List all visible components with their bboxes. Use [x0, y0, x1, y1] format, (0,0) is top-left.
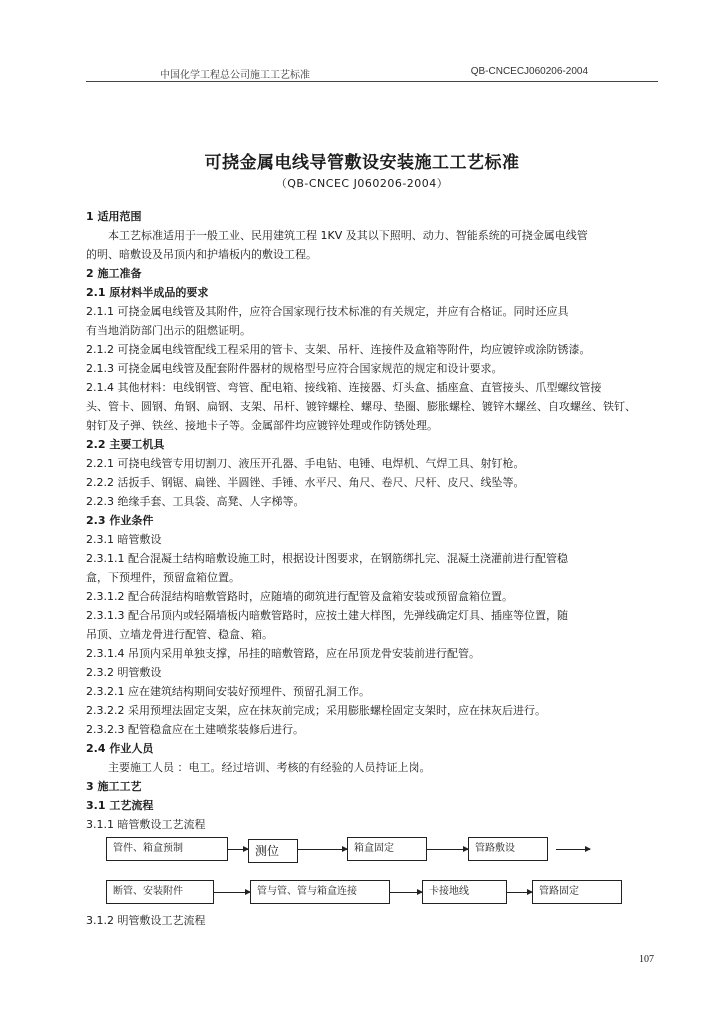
flow-arrow [556, 849, 590, 850]
section-heading: 2.1 原材料半成品的要求 [86, 286, 209, 299]
section-heading: 3 施工工艺 [86, 780, 142, 793]
body-line: 2.3.1.1 配合混凝土结构暗敷设施工时，根据设计图要求，在钢筋绑扎完、混凝土浇灌前进行配管稳 [86, 552, 568, 565]
header-org: 中国化学工程总公司施工工艺标准 [160, 70, 310, 81]
flow-arrow [427, 849, 468, 850]
body-line: 主要施工人员 ：电工。经过培训、考核的有经验的人员持证上岗。 [108, 761, 431, 774]
flow-step-fix-box: 箱盒固定 [347, 837, 427, 861]
body-line: 吊顶、立墙龙骨进行配管、稳盒、箱。 [86, 628, 273, 641]
body-line: 2.1.3 可挠金属电线管及配套附件器材的规格型号应符合国家规范的规定和设计要求。 [86, 362, 503, 375]
flow-step-lay-pipe: 管路敷设 [468, 837, 548, 861]
section-heading: 2.4 作业人员 [86, 742, 154, 755]
body-line: 本工艺标准适用于一般工业、民用建筑工程 1KV 及其以下照明、动力、智能系统的可挠金属电线管 [108, 229, 588, 242]
document-title: 可挠金属电线导管敷设安装施工工艺标准 [204, 153, 520, 173]
body-line: 2.1.4 其他材料：电线钢管、弯管、配电箱、接线箱、连接器、灯头盒、插座盒、直管接头、爪型螺纹管接 [86, 381, 602, 394]
body-line: 2.3.1.4 吊顶内采用单独支撑，吊挂的暗敷管路，应在吊顶龙骨安装前进行配管。 [86, 647, 480, 660]
body-line: 盒，下预埋件，预留盒箱位置。 [86, 571, 240, 584]
body-line: 有当地消防部门出示的阻燃证明。 [86, 324, 251, 337]
body-line: 3.1.1 暗管敷设工艺流程 [86, 818, 206, 831]
flow-row-1 [86, 837, 658, 877]
body-line: 2.2.1 可挠电线管专用切割刀、液压开孔器、手电钻、电锤、电焊机、气焊工具、射钉枪。 [86, 457, 525, 470]
body-line: 2.3.2.3 配管稳盒应在土建喷浆装修后进行。 [86, 723, 304, 736]
flow-arrow [214, 892, 250, 893]
body-line: 2.1.1 可挠金属电线管及其附件，应符合国家现行技术标准的有关规定，并应有合格证。同时还应具 [86, 305, 569, 318]
body-line: 2.2.3 绝缘手套、工具袋、高凳、人字梯等。 [86, 495, 305, 508]
flow-arrow [507, 892, 532, 893]
section-heading: 2 施工准备 [86, 267, 142, 280]
section-heading: 3.1 工艺流程 [86, 799, 154, 812]
footer-heading-block [86, 911, 658, 930]
flow-step-ground-clamp: 卡接地线 [422, 880, 507, 904]
section-heading: 2.2 主要工机具 [86, 438, 165, 451]
body-line: 头、管卡、圆钢、角钢、扁钢、支架、吊杆、镀锌螺栓、螺母、垫圈、膨胀螺栓、镀锌木螺丝、自攻螺丝、铁钉、 [86, 400, 636, 413]
flow-arrow [298, 849, 347, 850]
body-line: 2.3.1.3 配合吊顶内或轻隔墙板内暗敷管路时，应按土建大样图，先弹线确定灯具、插座等位置，随 [86, 609, 568, 622]
body-line: 2.3.1.2 配合砖混结构暗敷管路时，应随墙的砌筑进行配管及盒箱安装或预留盒箱位置。 [86, 590, 513, 603]
body-line: 射钉及子弹、铁丝、接地卡子等。金属部件均应镀锌处理或作防锈处理。 [86, 419, 438, 432]
flow-step-connect: 管与管、管与箱盒连接 [250, 880, 390, 904]
flow-step-cut-pipe: 断管、安装附件 [106, 880, 214, 904]
flow-arrow [228, 849, 248, 850]
flow-step-measure: 测位 [248, 839, 298, 863]
flow-arrow [390, 892, 422, 893]
header-code: QB-CNCECJ060206-2004 [470, 66, 588, 77]
body-line: 2.3.1 暗管敷设 [86, 533, 162, 546]
page-number: 107 [639, 954, 654, 965]
running-header [86, 64, 658, 82]
flow-step-fix-pipe: 管路固定 [532, 880, 622, 904]
body-line: 2.1.2 可挠金属电线管配线工程采用的管卡、支架、吊杆、连接件及盒箱等附件，均应镀锌或涂防锈漆。 [86, 343, 591, 356]
section-heading: 3.1.2 明管敷设工艺流程 [86, 914, 206, 927]
body-line: 的明、暗敷设及吊顶内和护墙板内的敷设工程。 [86, 248, 317, 261]
section-heading: 2.3 作业条件 [86, 514, 154, 527]
body-line: 2.3.2 明管敷设 [86, 666, 162, 679]
body-line: 2.2.2 活扳手、钢锯、扁锉、半圆锉、手锤、水平尺、角尺、卷尺、尺杆、皮尺、线坠等。 [86, 476, 525, 489]
document-code: （QB-CNCEC J060206-2004） [275, 177, 449, 190]
body-line: 2.3.2.2 采用预埋法固定支架，应在抹灰前完成；采用膨胀螺栓固定支架时，应在抹灰后进行。 [86, 704, 546, 717]
body-text [86, 207, 658, 834]
flow-step-prefab: 管件、箱盒预制 [106, 837, 228, 861]
body-line: 2.3.2.1 应在建筑结构期间安装好预埋件、预留孔洞工作。 [86, 685, 370, 698]
section-heading: 1 适用范围 [86, 210, 142, 223]
